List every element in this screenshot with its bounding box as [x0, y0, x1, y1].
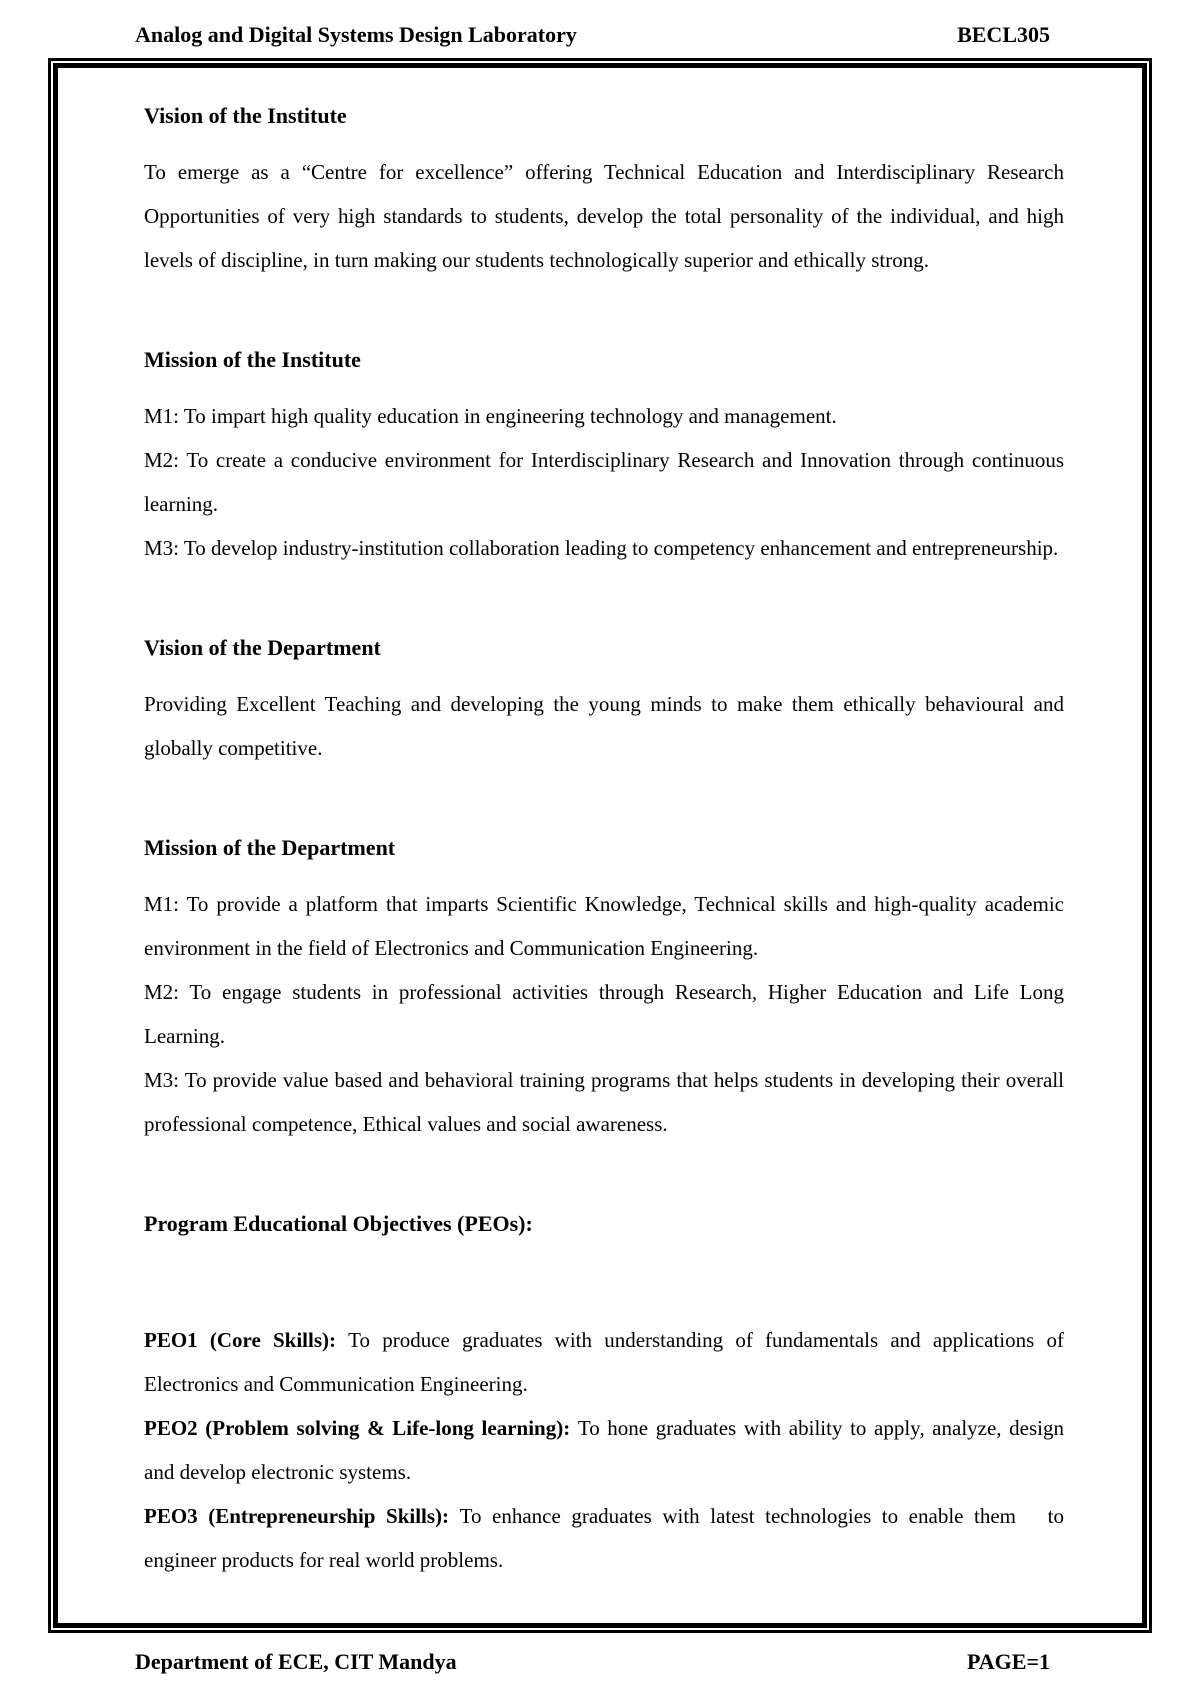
peo3-label: PEO3 (Entrepreneurship Skills): [144, 1504, 460, 1528]
mission-department-list [144, 882, 1064, 1146]
page-body [53, 63, 1147, 1628]
peo3-text: To enhance graduates with latest technologies to enable them to engineer products for real world problems. [144, 1504, 1064, 1572]
peo2-text: To hone graduates with ability to apply, analyze, design and develop electronic systems. [144, 1416, 1065, 1484]
peo1-text: To produce graduates with understanding of fundamentals and applications of Electronics and Communication Engineering. [144, 1328, 1064, 1396]
mission-department-item-m2: M2: To engage students in professional activities through Research, Higher Education and Life Long Learning. [144, 980, 1064, 1048]
mission-institute-item-m2: M2: To create a conducive environment for Interdisciplinary Research and Innovation through continuous learning. [144, 448, 1064, 516]
peo-item-2 [144, 1406, 1064, 1494]
peo-item-1 [144, 1318, 1064, 1406]
header-title: Analog and Digital Systems Design Laboratory [135, 22, 577, 47]
footer-department: Department of ECE, CIT Mandya [135, 1649, 457, 1674]
page-footer [0, 1647, 1200, 1677]
heading-vision-institute: Vision of the Institute [144, 103, 347, 128]
page-header [0, 0, 1200, 50]
peo-item-3 [144, 1494, 1064, 1582]
heading-vision-department: Vision of the Department [144, 635, 381, 660]
mission-institute-list [144, 394, 1064, 570]
peo2-label: PEO2 (Problem solving & Life-long learning): [144, 1416, 578, 1440]
heading-peos: Program Educational Objectives (PEOs): [144, 1211, 533, 1236]
vision-department-paragraph: Providing Excellent Teaching and developing the young minds to make them ethically behavioural and globally competitive. [144, 692, 1064, 760]
mission-department-item-m1: M1: To provide a platform that imparts Scientific Knowledge, Technical skills and high-quality academic environment in the field of Electronics and Communication Engineering. [144, 892, 1064, 960]
heading-mission-institute: Mission of the Institute [144, 347, 361, 372]
heading-mission-department: Mission of the Department [144, 835, 396, 860]
vision-institute-paragraph: To emerge as a “Centre for excellence” offering Technical Education and Interdisciplinary Research Opportunities of very high standards to students, develop the total personality of the individual, and high levels of discipline, in turn making our students technologically superior and ethically strong. [144, 160, 1064, 272]
mission-department-item-m3: M3: To provide value based and behavioral training programs that helps students in developing their overall professional competence, Ethical values and social awareness. [144, 1068, 1064, 1136]
mission-institute-item-m1: M1: To impart high quality education in engineering technology and management. [144, 404, 837, 428]
page-border-frame [48, 58, 1152, 1633]
mission-institute-item-m3: M3: To develop industry-institution collaboration leading to competency enhancement and entrepreneurship. [144, 536, 1059, 560]
header-course-code: BECL305 [957, 22, 1050, 47]
peo-list [144, 1318, 1064, 1582]
peo1-label: PEO1 (Core Skills): [144, 1328, 349, 1352]
footer-page-number: PAGE=1 [966, 1649, 1050, 1674]
